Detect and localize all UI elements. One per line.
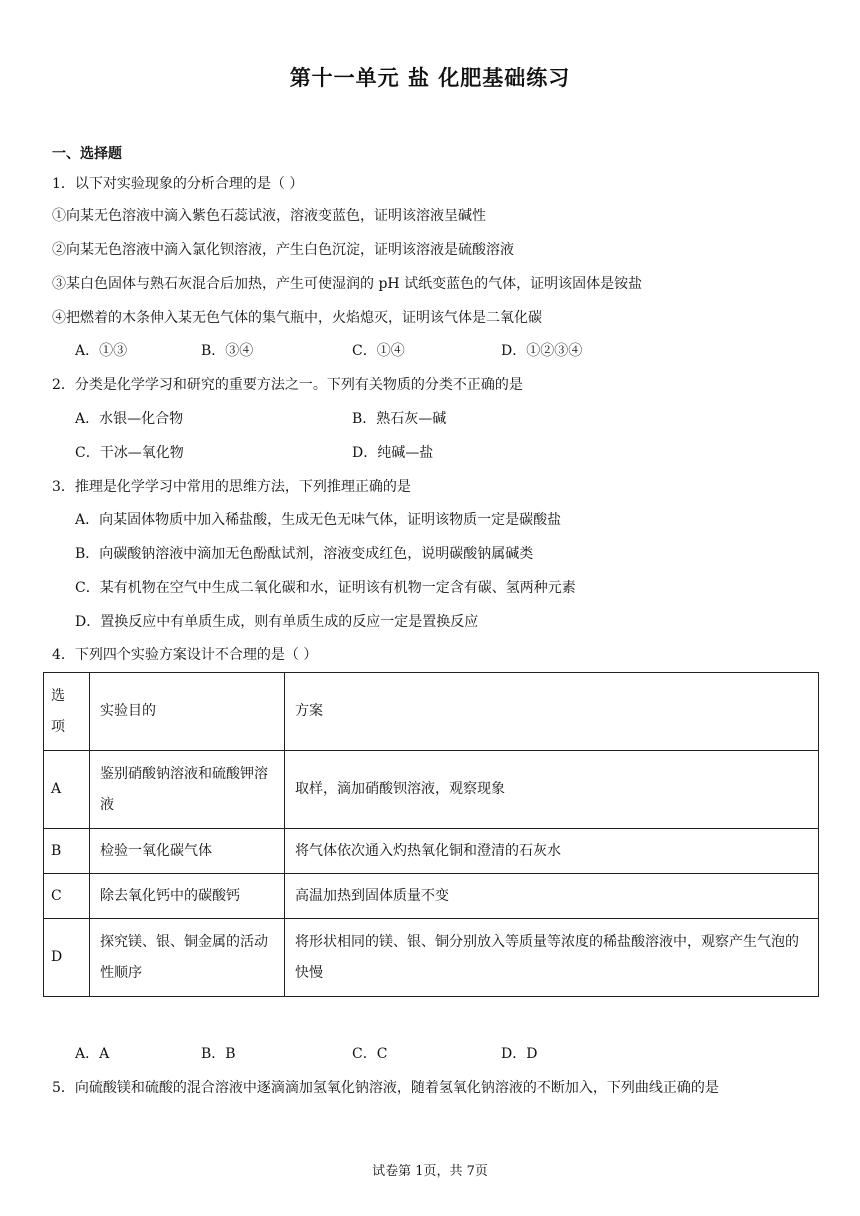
question-1-item-1: ①向某无色溶液中滴入紫色石蕊试液，溶液变蓝色，证明该溶液呈碱性 [52, 208, 486, 224]
question-2-option-a: A．水银—化合物 [75, 411, 184, 427]
question-3-option-a: A．向某固体物质中加入稀盐酸，生成无色无味气体，证明该物质一定是碳酸盐 [75, 512, 562, 528]
question-1-option-b: B．③④ [201, 343, 254, 359]
row-option: D [44, 919, 90, 997]
question-4-stem: 4．下列四个实验方案设计不合理的是（ ） [52, 647, 318, 663]
table-row [44, 829, 819, 874]
question-3-stem: 3．推理是化学学习中常用的思维方法，下列推理正确的是 [52, 479, 411, 495]
question-4-table [43, 672, 819, 997]
row-option: C [44, 874, 90, 919]
page-footer: 试卷第 1页，共 7页 [372, 1164, 488, 1179]
row-purpose: 检验一氧化碳气体 [90, 829, 285, 874]
question-4-option-c: C．C [352, 1046, 388, 1062]
question-1-option-a: A．①③ [75, 343, 128, 359]
question-2-stem: 2．分类是化学学习和研究的重要方法之一。下列有关物质的分类不正确的是 [52, 377, 523, 393]
question-1-item-4: ④把燃着的木条伸入某无色气体的集气瓶中，火焰熄灭，证明该气体是二氧化碳 [52, 310, 542, 326]
question-3-option-c: C．某有机物在空气中生成二氧化碳和水，证明该有机物一定含有碳、氢两种元素 [75, 580, 576, 596]
row-plan: 高温加热到固体质量不变 [285, 874, 819, 919]
question-1-option-c: C．①④ [352, 343, 405, 359]
table-row [44, 874, 819, 919]
row-option: A [44, 751, 90, 829]
question-1-option-d: D．①②③④ [501, 343, 583, 359]
table-row [44, 919, 819, 997]
section-heading: 一、选择题 [52, 146, 122, 162]
table-row [44, 751, 819, 829]
question-2-option-b: B．熟石灰—碱 [352, 411, 447, 427]
question-3-option-d: D．置换反应中有单质生成，则有单质生成的反应一定是置换反应 [75, 614, 479, 630]
header-purpose: 实验目的 [90, 673, 285, 751]
header-plan: 方案 [285, 673, 819, 751]
row-option: B [44, 829, 90, 874]
table-header-row [44, 673, 819, 751]
page-title: 第十一单元 盐 化肥基础练习 [289, 66, 571, 90]
question-4-option-b: B．B [201, 1046, 236, 1062]
row-plan: 将气体依次通入灼热氧化铜和澄清的石灰水 [285, 829, 819, 874]
question-1-item-3: ③某白色固体与熟石灰混合后加热，产生可使湿润的 pH 试纸变蓝色的气体，证明该固体是铵盐 [52, 276, 643, 292]
question-2-option-c: C．干冰—氧化物 [75, 445, 184, 461]
question-4-option-d: D．D [501, 1046, 538, 1062]
question-5-stem: 5．向硫酸镁和硫酸的混合溶液中逐滴滴加氢氧化钠溶液，随着氢氧化钠溶液的不断加入，下列曲线正确的是 [52, 1080, 719, 1096]
header-option-text: 选项 [51, 687, 65, 735]
question-1-item-2: ②向某无色溶液中滴入氯化钡溶液，产生白色沉淀，证明该溶液是硫酸溶液 [52, 242, 514, 258]
question-1-stem: 1．以下对实验现象的分析合理的是（ ） [52, 176, 304, 192]
row-purpose: 鉴别硝酸钠溶液和硫酸钾溶液 [90, 751, 285, 829]
row-purpose: 除去氧化钙中的碳酸钙 [90, 874, 285, 919]
row-purpose: 探究镁、银、铜金属的活动性顺序 [90, 919, 285, 997]
row-plan: 将形状相同的镁、银、铜分别放入等质量等浓度的稀盐酸溶液中，观察产生气泡的快慢 [285, 919, 819, 997]
question-4-option-a: A．A [75, 1046, 110, 1062]
question-2-option-d: D．纯碱—盐 [352, 445, 434, 461]
question-3-option-b: B．向碳酸钠溶液中滴加无色酚酞试剂，溶液变成红色，说明碳酸钠属碱类 [75, 546, 534, 562]
row-plan: 取样，滴加硝酸钡溶液，观察现象 [285, 751, 819, 829]
header-option [44, 673, 90, 751]
